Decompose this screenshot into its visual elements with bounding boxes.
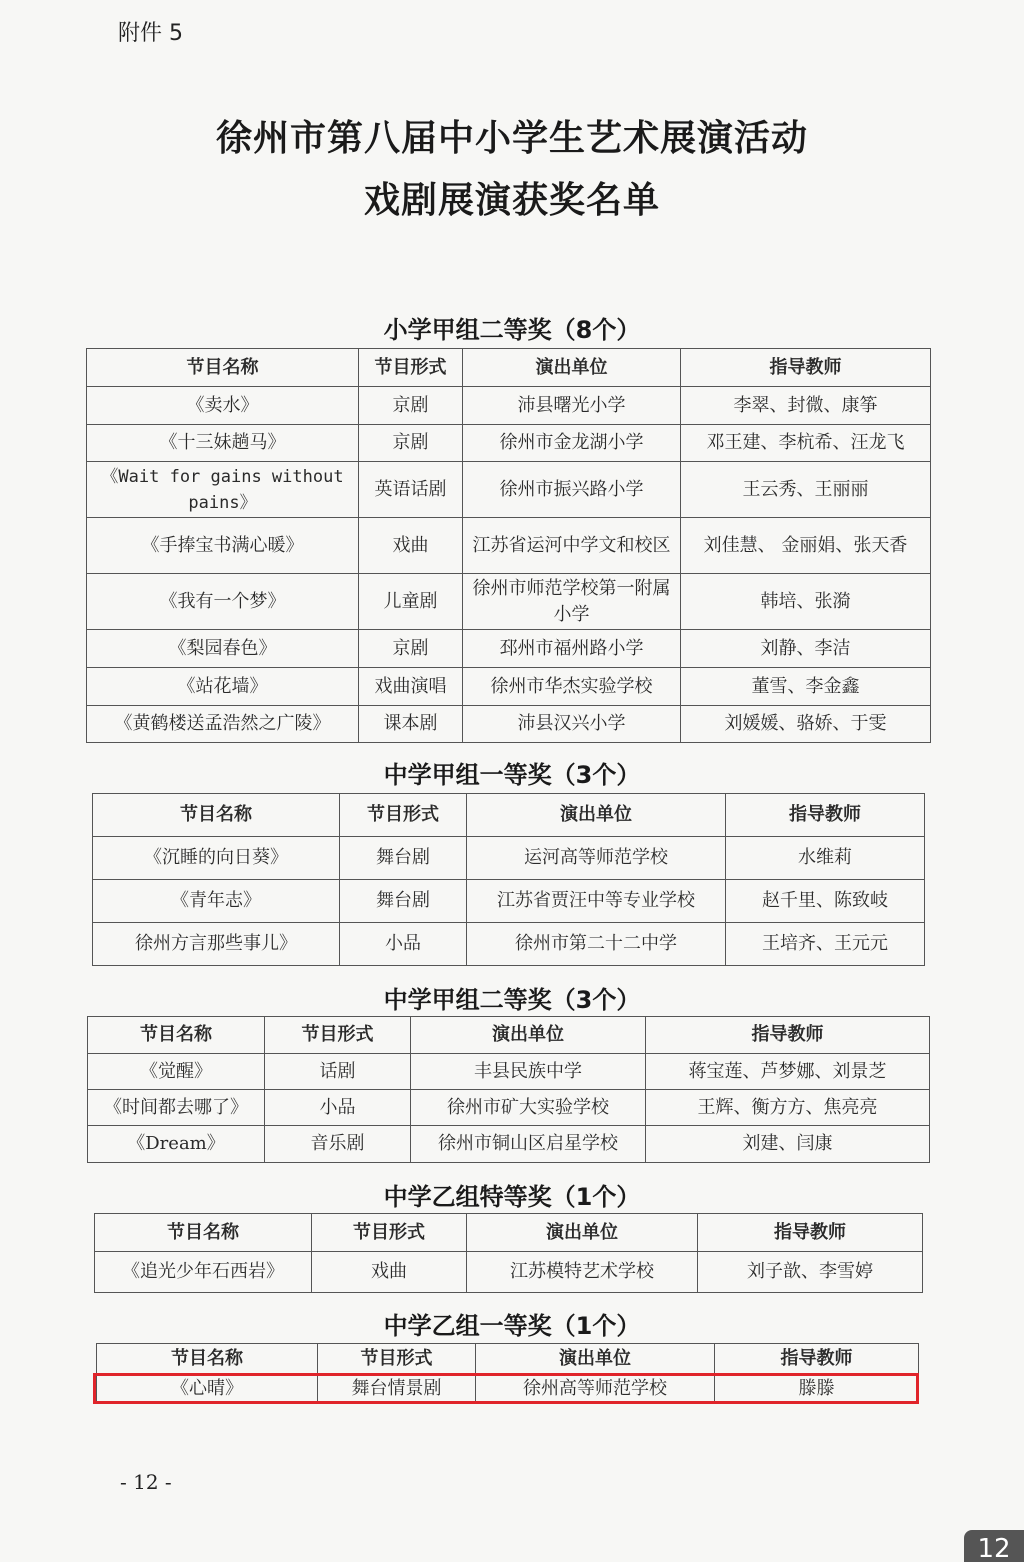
header-form: 节目形式 xyxy=(359,349,463,387)
cell-unit: 徐州市华杰实验学校 xyxy=(463,668,681,706)
cell-form: 话剧 xyxy=(265,1054,411,1090)
header-teacher: 指导教师 xyxy=(726,794,925,837)
cell-form: 京剧 xyxy=(359,630,463,668)
cell-unit: 江苏省贾汪中等专业学校 xyxy=(467,880,726,923)
table-row xyxy=(88,1090,930,1126)
table-row xyxy=(95,1252,923,1293)
cell-program: 《追光少年石西岩》 xyxy=(95,1252,312,1293)
cell-unit: 江苏模特艺术学校 xyxy=(467,1252,698,1293)
cell-form: 戏曲 xyxy=(312,1252,467,1293)
cell-program: 《我有一个梦》 xyxy=(87,574,359,630)
cell-program: 《黄鹤楼送孟浩然之广陵》 xyxy=(87,706,359,743)
cell-unit: 沛县曙光小学 xyxy=(463,387,681,425)
document-title-line1: 徐州市第八届中小学生艺术展演活动 xyxy=(215,117,808,159)
cell-teacher: 李翠、封微、康筝 xyxy=(681,387,931,425)
cell-teacher: 董雪、李金鑫 xyxy=(681,668,931,706)
award-table xyxy=(86,348,931,743)
cell-unit: 徐州市第二十二中学 xyxy=(467,923,726,966)
cell-teacher: 水维莉 xyxy=(726,837,925,880)
cell-form: 儿童剧 xyxy=(359,574,463,630)
cell-unit: 徐州市振兴路小学 xyxy=(463,462,681,518)
cell-teacher: 滕滕 xyxy=(715,1374,919,1404)
cell-program: 《Wait for gains without pains》 xyxy=(87,462,359,518)
table-row xyxy=(93,837,925,880)
cell-form: 戏曲演唱 xyxy=(359,668,463,706)
cell-form: 京剧 xyxy=(359,425,463,462)
cell-form: 课本剧 xyxy=(359,706,463,743)
cell-unit: 运河高等师范学校 xyxy=(467,837,726,880)
attachment-label: 附件 5 xyxy=(118,21,183,46)
cell-teacher: 刘静、李洁 xyxy=(681,630,931,668)
table-row xyxy=(87,387,931,425)
cell-unit: 沛县汉兴小学 xyxy=(463,706,681,743)
header-program: 节目名称 xyxy=(87,349,359,387)
header-teacher: 指导教师 xyxy=(715,1344,919,1374)
cell-teacher: 刘子歆、李雪婷 xyxy=(698,1252,923,1293)
award-table xyxy=(94,1213,923,1293)
section-title: 中学甲组一等奖（3个） xyxy=(383,761,641,789)
page-number: - 12 - xyxy=(120,1470,172,1494)
table-row xyxy=(87,668,931,706)
table-row xyxy=(87,574,931,630)
cell-teacher: 赵千里、陈致岐 xyxy=(726,880,925,923)
cell-program: 《梨园春色》 xyxy=(87,630,359,668)
table-row xyxy=(88,1126,930,1163)
cell-form: 舞台剧 xyxy=(340,880,467,923)
award-table xyxy=(87,1016,930,1163)
cell-unit: 邳州市福州路小学 xyxy=(463,630,681,668)
cell-form: 戏曲 xyxy=(359,518,463,574)
cell-program: 《十三妹趟马》 xyxy=(87,425,359,462)
page-badge: 12 xyxy=(964,1530,1024,1562)
document-title-line2: 戏剧展演获奖名单 xyxy=(363,179,660,221)
section-title: 中学甲组二等奖（3个） xyxy=(383,986,641,1014)
cell-teacher: 王云秀、王丽丽 xyxy=(681,462,931,518)
cell-teacher: 王辉、衡方方、焦亮亮 xyxy=(646,1090,930,1126)
cell-program: 《觉醒》 xyxy=(88,1054,265,1090)
cell-program: 《心晴》 xyxy=(97,1374,318,1404)
header-teacher: 指导教师 xyxy=(698,1214,923,1252)
header-program: 节目名称 xyxy=(95,1214,312,1252)
cell-form: 舞台情景剧 xyxy=(318,1374,476,1404)
table-row xyxy=(93,923,925,966)
header-form: 节目形式 xyxy=(312,1214,467,1252)
cell-unit: 徐州市师范学校第一附属小学 xyxy=(463,574,681,630)
cell-form: 舞台剧 xyxy=(340,837,467,880)
table-row xyxy=(88,1054,930,1090)
cell-unit: 丰县民族中学 xyxy=(411,1054,646,1090)
table-row xyxy=(87,462,931,518)
header-unit: 演出单位 xyxy=(463,349,681,387)
header-unit: 演出单位 xyxy=(476,1344,715,1374)
header-unit: 演出单位 xyxy=(411,1017,646,1054)
cell-teacher: 王培齐、王元元 xyxy=(726,923,925,966)
cell-unit: 江苏省运河中学文和校区 xyxy=(463,518,681,574)
header-program: 节目名称 xyxy=(97,1344,318,1374)
cell-teacher: 蒋宝莲、芦梦娜、刘景芝 xyxy=(646,1054,930,1090)
section-title: 中学乙组特等奖（1个） xyxy=(383,1183,641,1211)
cell-program: 《时间都去哪了》 xyxy=(88,1090,265,1126)
cell-unit: 徐州高等师范学校 xyxy=(476,1374,715,1404)
section-title: 小学甲组二等奖（8个） xyxy=(383,316,641,344)
table-row xyxy=(87,518,931,574)
table-row xyxy=(87,630,931,668)
cell-program: 《青年志》 xyxy=(93,880,340,923)
cell-program: 《Dream》 xyxy=(88,1126,265,1163)
header-form: 节目形式 xyxy=(265,1017,411,1054)
cell-teacher: 刘建、闫康 xyxy=(646,1126,930,1163)
cell-form: 小品 xyxy=(340,923,467,966)
cell-teacher: 刘佳慧、 金丽娟、张天香 xyxy=(681,518,931,574)
cell-teacher: 邓王建、李杭希、汪龙飞 xyxy=(681,425,931,462)
table-row xyxy=(93,880,925,923)
header-unit: 演出单位 xyxy=(467,1214,698,1252)
cell-unit: 徐州市金龙湖小学 xyxy=(463,425,681,462)
cell-teacher: 刘媛媛、骆娇、于雯 xyxy=(681,706,931,743)
cell-form: 音乐剧 xyxy=(265,1126,411,1163)
header-teacher: 指导教师 xyxy=(681,349,931,387)
table-row xyxy=(87,706,931,743)
cell-form: 小品 xyxy=(265,1090,411,1126)
header-program: 节目名称 xyxy=(93,794,340,837)
cell-teacher: 韩培、张漪 xyxy=(681,574,931,630)
cell-form: 京剧 xyxy=(359,387,463,425)
header-form: 节目形式 xyxy=(340,794,467,837)
header-unit: 演出单位 xyxy=(467,794,726,837)
table-row xyxy=(87,425,931,462)
cell-unit: 徐州市铜山区启星学校 xyxy=(411,1126,646,1163)
cell-form: 英语话剧 xyxy=(359,462,463,518)
header-program: 节目名称 xyxy=(88,1017,265,1054)
header-teacher: 指导教师 xyxy=(646,1017,930,1054)
cell-program: 《手捧宝书满心暖》 xyxy=(87,518,359,574)
section-title: 中学乙组一等奖（1个） xyxy=(383,1312,641,1340)
cell-program: 徐州方言那些事儿》 xyxy=(93,923,340,966)
cell-unit: 徐州市矿大实验学校 xyxy=(411,1090,646,1126)
award-table xyxy=(92,793,925,966)
highlight-box xyxy=(93,1373,919,1404)
header-form: 节目形式 xyxy=(318,1344,476,1374)
cell-program: 《卖水》 xyxy=(87,387,359,425)
cell-program: 《沉睡的向日葵》 xyxy=(93,837,340,880)
cell-program: 《站花墙》 xyxy=(87,668,359,706)
